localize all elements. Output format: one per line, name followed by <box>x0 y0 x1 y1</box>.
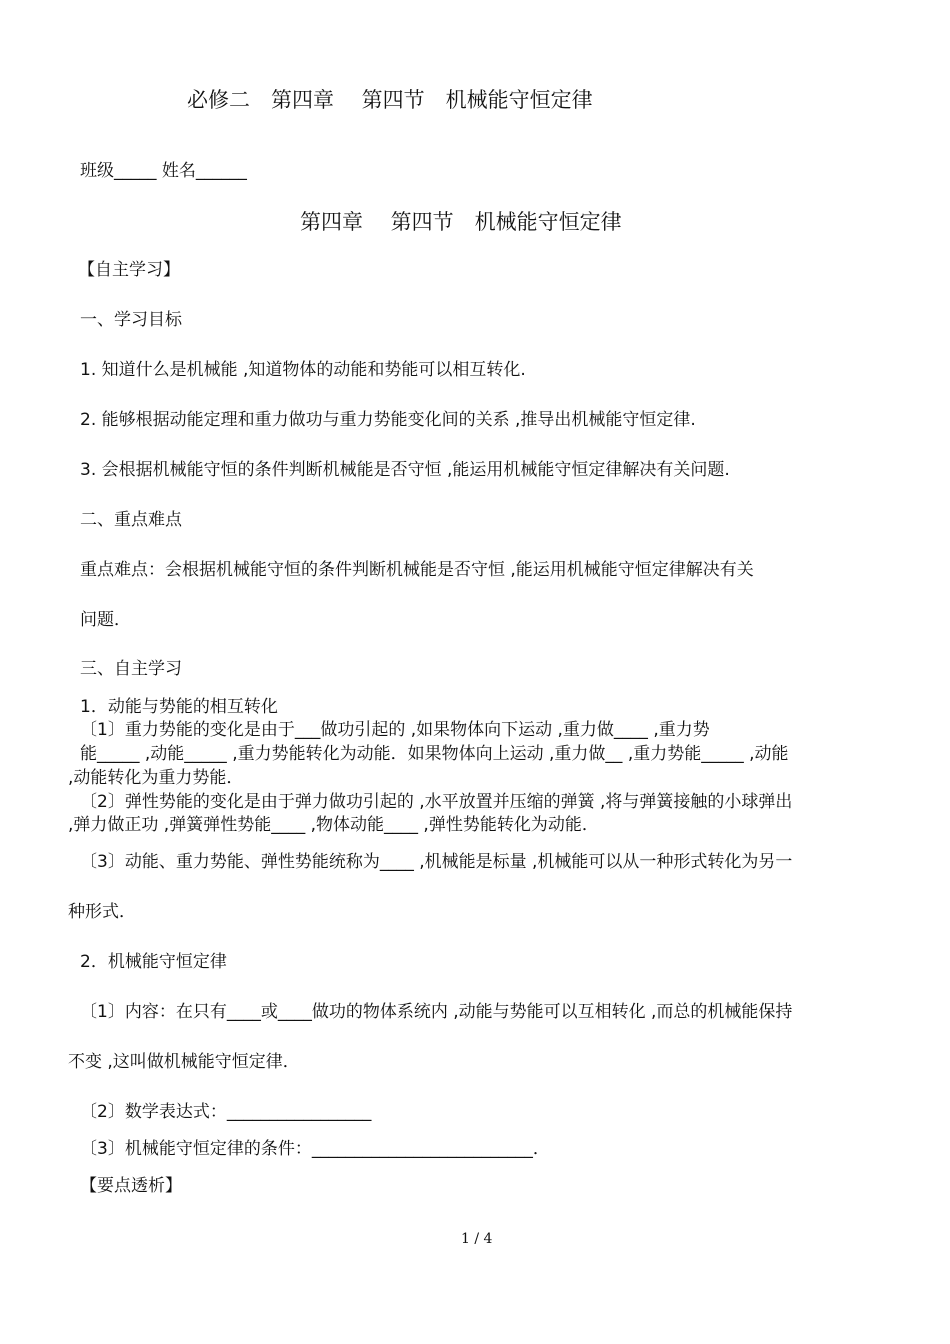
page-number: 1 / 4 <box>461 1231 493 1247</box>
goal-item-2: 2. 能够根据动能定理和重力做功与重力势能变化间的关系 ,推导出机械能守恒定律. <box>80 410 696 430</box>
sub1-p3-line-2: 种形式． <box>68 902 136 922</box>
goals-heading: 一、学习目标 <box>80 310 182 330</box>
section-title: 第四章 第四节 机械能守恒定律 <box>300 210 622 234</box>
goal-item-1: 1. 知道什么是机械能 ,知道物体的动能和势能可以相互转化. <box>80 360 526 380</box>
sub1-p3-line-1: 〔3〕动能、重力势能、弹性势能统称为____ ,机械能是标量 ,机械能可以从一种形式转化为另一 <box>80 852 793 872</box>
main-title: 必修二 第四章 第四节 机械能守恒定律 <box>187 88 593 112</box>
self-study-heading: 【自主学习】 <box>78 260 180 280</box>
class-name-line: 班级_____ 姓名______ <box>80 161 247 181</box>
goal-item-3: 3. 会根据机械能守恒的条件判断机械能是否守恒 ,能运用机械能守恒定律解决有关问题. <box>80 460 730 480</box>
sub2-p1-line-2: 不变 ,这叫做机械能守恒定律． <box>68 1052 300 1072</box>
study-heading: 三、自主学习 <box>80 659 182 679</box>
key-analysis-heading: 【要点透析】 <box>80 1176 182 1196</box>
sub1-p2-line-1: 〔2〕弹性势能的变化是由于弹力做功引起的 ,水平放置并压缩的弹簧 ,将与弹簧接触的小球弹出 <box>80 792 793 812</box>
sub2-heading: 2．机械能守恒定律 <box>80 952 227 972</box>
sub2-p1-line-1: 〔1〕内容：在只有____或____做功的物体系统内 ,动能与势能可以互相转化 ,而总的机械能保持 <box>80 1002 793 1022</box>
key-points-line-2: 问题． <box>80 610 131 630</box>
sub1-heading: 1．动能与势能的相互转化 <box>80 697 278 717</box>
key-points-heading: 二、重点难点 <box>80 510 182 530</box>
sub1-p1-line-2: 能_____ ,动能_____ ,重力势能转化为动能．如果物体向上运动 ,重力做__ ,重力势能_____ ,动能 <box>80 744 789 764</box>
sub2-p3: 〔3〕机械能守恒定律的条件：__________________________． <box>80 1139 550 1159</box>
sub1-p1-line-3: ,动能转化为重力势能． <box>68 768 244 788</box>
key-points-line-1: 重点难点：会根据机械能守恒的条件判断机械能是否守恒 ,能运用机械能守恒定律解决有关 <box>80 560 754 580</box>
sub1-p2-line-2: ,弹力做正功 ,弹簧弹性势能____ ,物体动能____ ,弹性势能转化为动能． <box>68 815 599 835</box>
sub2-p2: 〔2〕数学表达式：_________________ <box>80 1102 372 1122</box>
sub1-p1-line-1: 〔1〕重力势能的变化是由于___做功引起的 ,如果物体向下运动 ,重力做____ ,重力势 <box>80 720 710 740</box>
